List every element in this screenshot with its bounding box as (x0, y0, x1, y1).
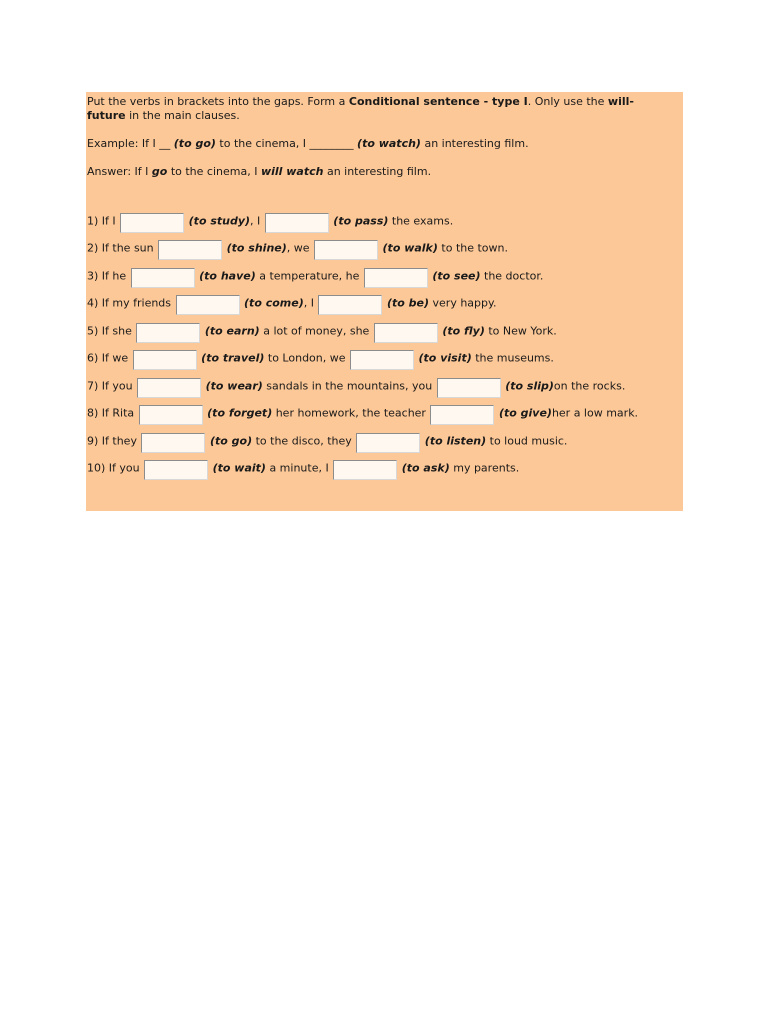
sentence-text: her a low mark. (551, 406, 639, 420)
verb-hint: (to ask) (401, 461, 450, 475)
sentence-text: to the town. (437, 241, 508, 255)
gap-input-10a[interactable] (144, 460, 208, 480)
sentence-text: the museums. (471, 351, 554, 365)
sentence-text: 3) If he (87, 269, 127, 282)
sentence-text: to London, we (264, 351, 346, 365)
gap-input-2b[interactable] (314, 240, 378, 260)
verb-hint: (to have) (199, 269, 256, 282)
exercise-row (87, 233, 681, 261)
gap-input-10b[interactable] (333, 460, 397, 480)
sentence-text: , we (286, 241, 310, 255)
verb-hint: (to listen) (424, 434, 487, 447)
exercise-panel (86, 92, 683, 511)
sentence-text: 7) If you (87, 379, 133, 392)
exercise-row (87, 315, 681, 343)
sentence-text: 5) If she (87, 324, 132, 337)
sentence-text: 2) If the sun (87, 241, 154, 255)
sentence-text: to loud music. (486, 434, 568, 447)
gap-input-3b[interactable] (364, 268, 428, 288)
example-text: an interesting film. (420, 137, 529, 150)
sentence-text: to New York. (484, 324, 557, 337)
answer-text: Answer: If I (87, 165, 152, 178)
verb-hint: (to come) (244, 296, 304, 310)
sentence-text: sandals in the mountains, you (262, 379, 433, 392)
sentence-text: the doctor. (480, 269, 544, 282)
exercise-row (87, 288, 681, 316)
verb-hint: (to walk) (382, 241, 438, 255)
gap-input-1a[interactable] (120, 213, 184, 233)
verb-hint: (to wait) (212, 461, 266, 475)
exercise-row (87, 398, 681, 426)
instructions-bold-type: Conditional sentence - type I (348, 95, 528, 108)
exercise-row (87, 343, 681, 371)
sentence-text: on the rocks. (553, 379, 626, 392)
example-verb: (to go) (173, 137, 216, 150)
instructions-text: Put the verbs in brackets into the gaps. Form a (87, 95, 349, 108)
verb-hint: (to earn) (204, 324, 260, 337)
gap-input-8a[interactable] (139, 405, 203, 425)
example-verb: (to watch) (357, 137, 421, 150)
sentence-text: , I (250, 214, 261, 227)
sentence-text: 4) If my friends (87, 296, 172, 310)
gap-input-8b[interactable] (430, 405, 494, 425)
instructions-bold-will-future: will-future (87, 95, 634, 122)
sentence-text: 10) If you (87, 461, 140, 475)
gap-input-9b[interactable] (356, 433, 420, 453)
answer-verb: will watch (260, 165, 324, 178)
sentence-text: a temperature, he (255, 269, 360, 282)
answer-text: an interesting film. (323, 165, 432, 178)
gap-input-4b[interactable] (318, 295, 382, 315)
verb-hint: (to be) (386, 296, 430, 310)
exercise-list (87, 205, 681, 480)
verb-hint: (to wear) (205, 379, 263, 392)
sentence-text: to the disco, they (252, 434, 352, 447)
answer-verb: go (151, 165, 168, 178)
verb-hint: (to go) (209, 434, 253, 447)
gap-input-6a[interactable] (133, 350, 197, 370)
sentence-text: , I (303, 296, 314, 310)
gap-input-7a[interactable] (137, 378, 201, 398)
sentence-text: her homework, the teacher (272, 406, 426, 420)
sentence-text: 9) If they (87, 434, 137, 447)
verb-hint: (to shine) (226, 241, 287, 255)
verb-hint: (to slip) (505, 379, 554, 392)
instructions (87, 95, 667, 123)
instructions-text: in the main clauses. (125, 109, 240, 122)
gap-input-2a[interactable] (158, 240, 222, 260)
example-text: Example: If I __ (87, 137, 174, 150)
sentence-text: 1) If I (87, 214, 116, 227)
verb-hint: (to pass) (333, 214, 389, 227)
gap-input-7b[interactable] (437, 378, 501, 398)
verb-hint: (to fly) (442, 324, 485, 337)
gap-input-4a[interactable] (176, 295, 240, 315)
answer-text: to the cinema, I (167, 165, 261, 178)
sentence-text: a lot of money, she (259, 324, 370, 337)
example-text: to the cinema, I ________ (215, 137, 358, 150)
sentence-text: my parents. (449, 461, 520, 475)
gap-input-6b[interactable] (350, 350, 414, 370)
exercise-row (87, 370, 681, 398)
verb-hint: (to travel) (201, 351, 265, 365)
exercise-row (87, 425, 681, 453)
exercise-row (87, 453, 681, 481)
exercise-row (87, 205, 681, 233)
gap-input-3a[interactable] (131, 268, 195, 288)
gap-input-1b[interactable] (265, 213, 329, 233)
verb-hint: (to study) (188, 214, 251, 227)
answer-line (87, 165, 681, 179)
example-line (87, 137, 681, 151)
verb-hint: (to see) (432, 269, 481, 282)
instructions-text: . Only use the (527, 95, 608, 108)
verb-hint: (to forget) (207, 406, 273, 420)
sentence-text: very happy. (429, 296, 497, 310)
exercise-row (87, 260, 681, 288)
sentence-text: 6) If we (87, 351, 129, 365)
sentence-text: a minute, I (265, 461, 329, 475)
gap-input-5a[interactable] (136, 323, 200, 343)
sentence-text: 8) If Rita (87, 406, 135, 420)
verb-hint: (to give) (498, 406, 552, 420)
gap-input-9a[interactable] (141, 433, 205, 453)
gap-input-5b[interactable] (374, 323, 438, 343)
sentence-text: the exams. (388, 214, 454, 227)
verb-hint: (to visit) (418, 351, 472, 365)
